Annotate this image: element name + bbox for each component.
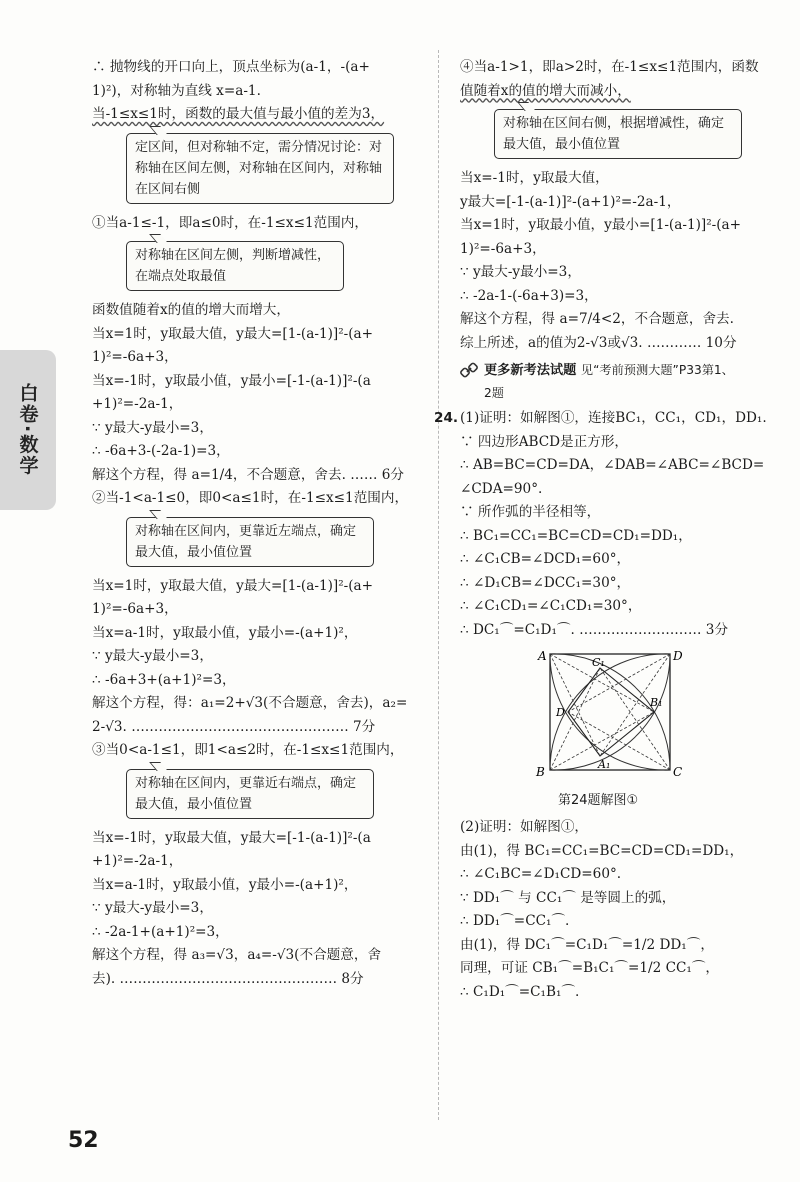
text-line: ∴ 抛物线的开口向上，顶点坐标为(a-1，-(a+ [92, 59, 370, 75]
text-line: 解这个方程，得 a₃=√3，a₄=-√3(不合题意，舍 [92, 947, 382, 963]
page-number: 52 [68, 1128, 99, 1153]
more-ref-cont: 2题 [484, 386, 504, 400]
left-column [92, 56, 418, 991]
text-line: 1)²=-6a+3， [460, 240, 546, 257]
text-line: 当x=1时，y取最小值，y最小=[1-(a-1)]²-(a+ [460, 217, 742, 233]
text-line: 2-√3. ………………………………………… 7分 [92, 718, 376, 735]
tip-box: 对称轴在区间左侧，判断增减性，在端点处取最值 [126, 241, 344, 291]
text-line: ∴ -6a+3-(-2a-1)=3， [92, 443, 230, 459]
text-line: ∠CDA=90°. [460, 480, 543, 497]
case-heading: ①当a-1≤-1，即a≤0时，在-1≤x≤1范围内， [92, 214, 368, 231]
text-line: 当x=1时，y取最大值，y最大=[1-(a-1)]²-(a+ [92, 325, 374, 342]
right-column [434, 56, 780, 1004]
case-heading: ③当0<a-1≤1，即1<a≤2时，在-1≤x≤1范围内， [92, 742, 404, 758]
text-line: ∴ -2a-1+(a+1)²=3， [92, 923, 229, 940]
text-line: 去). ………………………………………… 8分 [92, 970, 364, 987]
text-line: 函数值随着x的值的增大而增大， [92, 302, 290, 318]
text-line: ∵ y最大-y最小=3， [92, 900, 213, 916]
case-heading: 值随着x的值的增大而减小， [460, 82, 631, 99]
text-line: ∴ DD₁⌒=CC₁⌒. [460, 913, 570, 929]
text-line: 解这个方程，得 a=1/4，不合题意，舍去. …… 6分 [92, 466, 404, 483]
label-d1: D [556, 706, 565, 719]
text-line: 解这个方程，得 a=7/4<2，不合题意，舍去. [460, 311, 734, 327]
text-line: 当x=a-1时，y取最小值，y最小=-(a+1)²， [92, 624, 358, 641]
label-b1: B₁ [650, 696, 663, 709]
text-line: y最大=[-1-(a-1)]²-(a+1)²=-2a-1， [460, 193, 681, 210]
text-line: ∵ y最大-y最小=3， [92, 648, 213, 664]
text-line: 1)²=-6a+3， [92, 601, 178, 617]
label-c1: C₁ [592, 656, 605, 669]
tip-box: 对称轴在区间内，更靠近左端点，确定最大值，最小值位置 [126, 517, 374, 567]
text-line: 1)²)，对称轴为直线 x=a-1. [92, 82, 261, 99]
text-line: +1)²=-2a-1， [92, 853, 183, 869]
text-line: ∵ y最大-y最小=3， [460, 264, 581, 280]
text-line: 由(1)，得 DC₁⌒=C₁D₁⌒=1/2 DD₁⌒， [460, 936, 714, 953]
column-divider [438, 50, 439, 1120]
tip-box: 对称轴在区间右侧，根据增减性，确定最大值，最小值位置 [494, 109, 742, 159]
text-line: ∵ y最大-y最小=3， [92, 419, 213, 436]
text-line: ∴ AB=BC=CD=DA，∠DAB=∠ABC=∠BCD= [460, 457, 765, 473]
tip-box: 对称轴在区间内，更靠近右端点，确定最大值，最小值位置 [126, 769, 374, 819]
text-line: 同理，可证 CB₁⌒=B₁C₁⌒=1/2 CC₁⌒， [460, 960, 720, 976]
question-number: 24. [434, 410, 459, 426]
text-line: ∴ ∠C₁CB=∠DCD₁=60°， [460, 551, 631, 567]
label-a1: A₁ [598, 758, 611, 771]
text-line: 当x=-1时，y取最大值，y最大=[-1-(a-1)]²-(a [92, 829, 371, 846]
label-a: A [538, 649, 547, 663]
text-line: ∴ ∠C₁CD₁=∠C₁CD₁=30°， [460, 598, 642, 614]
text-line: 由(1)，得 BC₁=CC₁=BC=CD=CD₁=DD₁， [460, 842, 744, 859]
text-line: 当x=-1时，y取最大值， [460, 170, 609, 186]
text-line: ∴ C₁D₁⌒=C₁B₁⌒. [460, 983, 580, 1000]
text-line: ∵ DD₁⌒ 与 CC₁⌒ 是等圆上的弧， [460, 889, 676, 906]
text-line: 当x=1时，y取最大值，y最大=[1-(a-1)]²-(a+ [92, 577, 374, 594]
question-24-line [434, 407, 780, 431]
text-line: ∴ -6a+3+(a+1)²=3， [92, 671, 236, 688]
link-icon [460, 361, 478, 379]
side-tab [0, 350, 56, 510]
more-questions-callout [460, 359, 780, 405]
geometry-figure [520, 648, 683, 779]
figure-caption: 第24题解图① [558, 792, 639, 808]
text-line: ∴ -2a-1-(-6a+3)=3， [460, 287, 598, 304]
text-line: ∴ ∠D₁CB=∠DCC₁=30°， [460, 574, 631, 591]
text-line: 综上所述，a的值为2-√3或√3. ………… 10分 [460, 334, 737, 351]
text-line: ∵ 四边形ABCD是正方形， [460, 433, 629, 450]
text-line: ∴ ∠C₁BC=∠D₁CD=60°. [460, 866, 622, 882]
label-b: B [536, 765, 545, 779]
more-title: 更多新考法试题 [484, 363, 577, 378]
text-line: ∵ 所作弧的半径相等， [460, 504, 601, 520]
label-d: D [673, 649, 683, 663]
text-line: 当-1≤x≤1时，函数的最大值与最小值的差为3， [92, 106, 385, 122]
text-line: (2)证明：如解图①， [460, 819, 589, 835]
more-ref: 见“考前预测大题”P33第1、 [580, 363, 734, 377]
text-line: 1)²=-6a+3， [92, 349, 178, 365]
tip-box: 定区间，但对称轴不定，需分情况讨论：对称轴在区间左侧，对称轴在区间内，对称轴在区间右侧 [126, 133, 394, 204]
text-line: ∴ BC₁=CC₁=BC=CD=CD₁=DD₁， [460, 527, 692, 544]
text-line: 解这个方程，得：a₁=2+√3(不合题意，舍去)，a₂= [92, 695, 408, 711]
text-line: 当x=-1时，y取最小值，y最小=[-1-(a-1)]²-(a [92, 372, 371, 389]
text-line: ∴ DC₁⌒=C₁D₁⌒. ……………………… 3分 [460, 621, 729, 638]
label-c: C [673, 765, 683, 779]
case-heading: ②当-1<a-1≤0，即0<a≤1时，在-1≤x≤1范围内， [92, 490, 409, 506]
case-heading: ④当a-1>1，即a>2时，在-1≤x≤1范围内，函数 [460, 59, 759, 75]
side-tab-label: 白卷·数学 [16, 383, 39, 477]
text-line: +1)²=-2a-1， [92, 396, 183, 412]
text-line: (1)证明：如解图①，连接BC₁，CC₁，CD₁，DD₁. [460, 410, 767, 426]
text-line: 当x=a-1时，y取最小值，y最小=-(a+1)²， [92, 876, 358, 893]
